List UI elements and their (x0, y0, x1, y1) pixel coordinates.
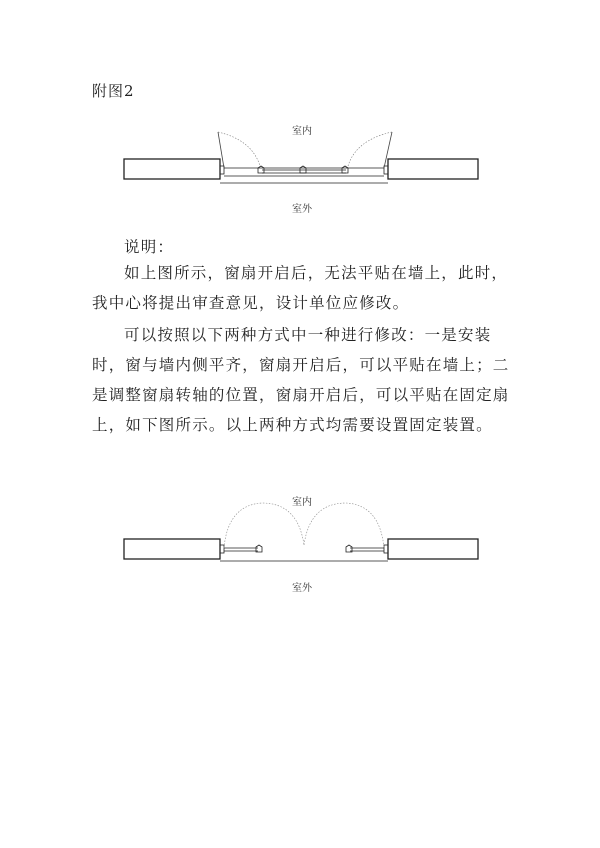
figure1-indoor-label: 室内 (292, 126, 312, 137)
figure1-outdoor-label: 室外 (292, 204, 312, 215)
figure2-left-wall (124, 539, 220, 559)
paragraph-2: 可以按照以下两种方式中一种进行修改：一是安装时，窗与墙内侧平齐，窗扇开启后，可以平贴在墙上；二是调整窗扇转轴的位置，窗扇开启后，可以平贴在固定扇上，如下图所示。以上两种方式均需要设置固定装置。 (92, 326, 510, 434)
figure2-outdoor-label: 室外 (292, 583, 312, 594)
explanation-heading: 说明： (124, 238, 175, 256)
figure2-right-sash-arc (304, 503, 384, 548)
figure2-left-sash-arc (224, 503, 304, 548)
figure2-indoor-label: 室内 (292, 497, 312, 508)
paragraph-1: 如上图所示，窗扇开启后，无法平贴在墙上，此时，我中心将提出审查意见，设计单位应修改。 (92, 264, 509, 312)
page-heading: 附图2 (92, 82, 135, 100)
figure2-right-wall (388, 539, 478, 559)
